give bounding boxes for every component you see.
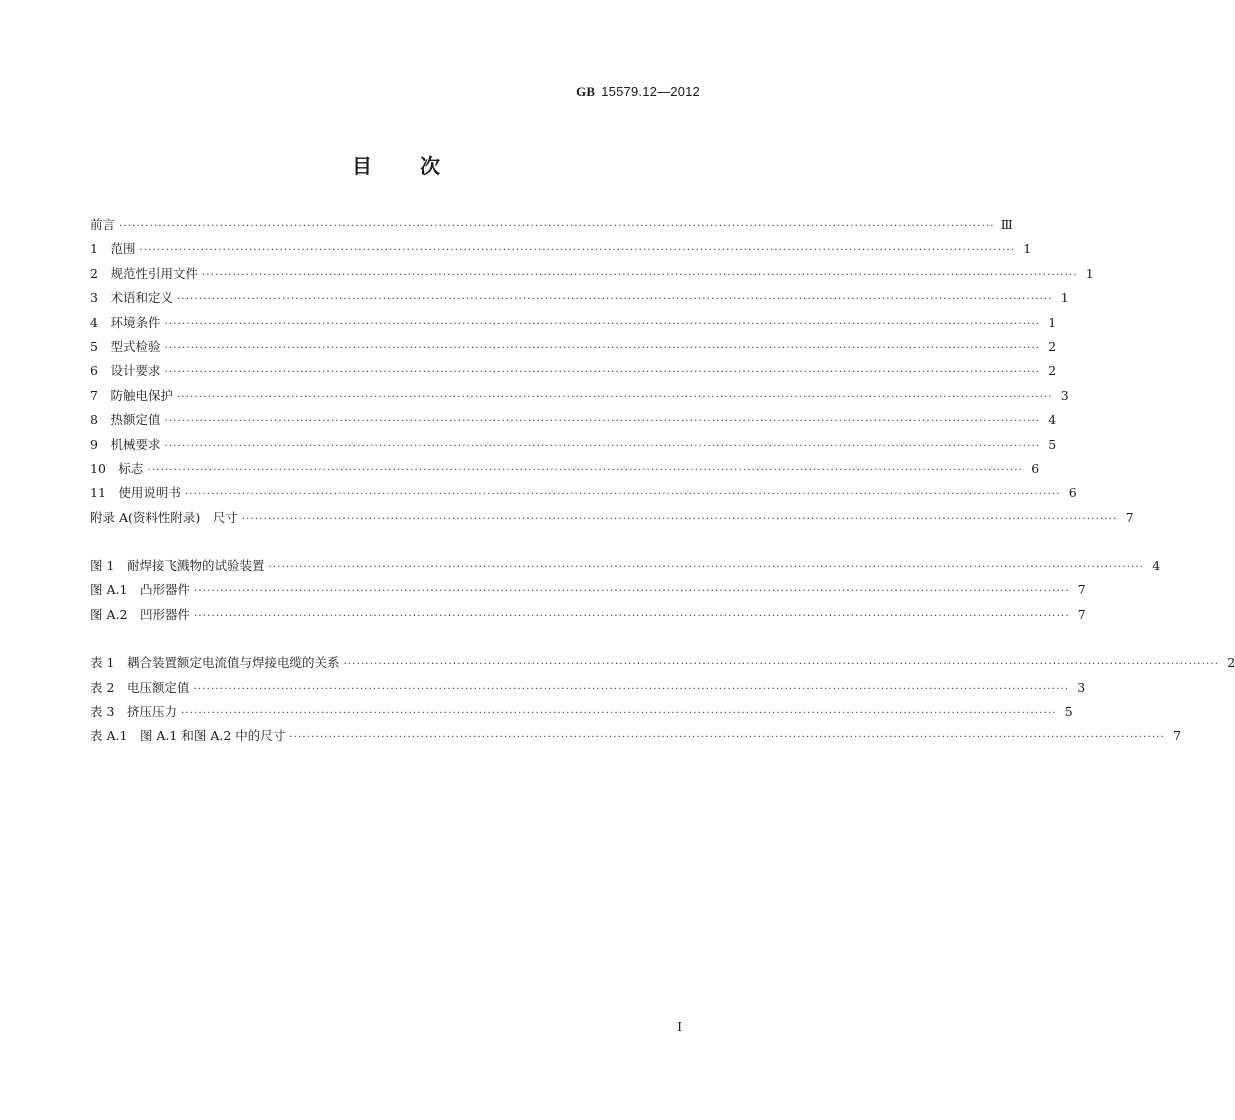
toc-entry-label: 术语和定义 bbox=[110, 290, 173, 306]
toc-table-entry[interactable] bbox=[90, 726, 1182, 750]
toc-section-entry[interactable] bbox=[90, 239, 1032, 263]
toc-entry-number: 表 3 bbox=[90, 704, 115, 720]
toc-table-entry[interactable] bbox=[90, 678, 1086, 702]
toc-entry-number: 表 1 bbox=[90, 655, 115, 671]
toc-section-entry[interactable] bbox=[90, 288, 1069, 312]
toc-entry-number: 11 bbox=[90, 485, 106, 501]
toc-entry-page: 4 bbox=[1152, 558, 1161, 574]
toc-entry-label: 电压额定值 bbox=[126, 679, 190, 695]
toc-table-entry[interactable] bbox=[90, 702, 1073, 726]
toc-entry-number: 6 bbox=[90, 363, 98, 379]
toc-entry-page: 7 bbox=[1077, 606, 1086, 622]
toc-entry-page: 3 bbox=[1060, 387, 1069, 403]
toc-section-entry[interactable] bbox=[90, 337, 1057, 361]
toc-entry-label: 凸形器件 bbox=[139, 582, 190, 598]
toc-sections bbox=[90, 215, 1134, 532]
toc-leader-dots: ········································································································································································································ bbox=[193, 586, 1070, 598]
toc-figure-entry[interactable] bbox=[90, 605, 1086, 629]
toc-table-entry[interactable] bbox=[90, 653, 1235, 677]
toc-leader-dots: ········································································································································································································ bbox=[164, 367, 1041, 379]
toc-figures bbox=[90, 556, 1161, 629]
toc-entry-label: 规范性引用文件 bbox=[110, 265, 198, 281]
toc-entry-number: 7 bbox=[90, 387, 98, 403]
toc-leader-dots: ········································································································································································································ bbox=[119, 221, 995, 232]
toc-entry-page: 1 bbox=[1023, 241, 1032, 257]
toc-entry-number: 表 2 bbox=[90, 679, 115, 695]
toc-leader-dots: ········································································································································································································ bbox=[289, 732, 1166, 744]
toc-entry-number: 表 A.1 bbox=[90, 728, 128, 744]
toc-entry-label: 使用说明书 bbox=[118, 485, 181, 501]
toc-entry-label: 耦合装置额定电流值与焊接电缆的关系 bbox=[126, 655, 340, 671]
toc-entry-number: 图 1 bbox=[90, 558, 115, 574]
toc-entry-label: 范围 bbox=[110, 241, 136, 257]
toc-section-entry[interactable] bbox=[90, 386, 1069, 410]
toc-entry-page: Ⅲ bbox=[1000, 217, 1013, 232]
toc-entry-label: 环境条件 bbox=[110, 314, 161, 330]
toc-entry-label: 标志 bbox=[118, 460, 144, 476]
toc-entry-number: 10 bbox=[90, 460, 106, 476]
toc-entry-page: 1 bbox=[1060, 290, 1069, 306]
toc-entry-page: 7 bbox=[1125, 509, 1134, 525]
toc-entry-label: 凹形器件 bbox=[139, 606, 190, 622]
toc-leader-dots: ········································································································································································································ bbox=[180, 708, 1057, 720]
standard-number: 15579.12—2012 bbox=[601, 84, 700, 99]
toc-entry-page: 4 bbox=[1048, 412, 1057, 428]
toc-entry-page: 2 bbox=[1227, 655, 1235, 671]
toc-entry-label: 耐焊接飞溅物的试验装置 bbox=[126, 558, 265, 574]
toc-leader-dots: ········································································································································································································ bbox=[241, 513, 1118, 525]
toc-section-entry[interactable] bbox=[90, 410, 1057, 434]
toc-leader-dots: ········································································································································································································ bbox=[343, 659, 1220, 671]
toc-section-entry[interactable] bbox=[90, 313, 1057, 337]
toc-leader-dots: ········································································································································································································ bbox=[176, 391, 1053, 403]
toc-entry-label: 型式检验 bbox=[110, 338, 161, 354]
toc-section-entry[interactable] bbox=[90, 459, 1040, 483]
toc-entry-number: 4 bbox=[90, 314, 98, 330]
toc-entry-page: 1 bbox=[1085, 265, 1094, 281]
standard-prefix: GB bbox=[576, 84, 596, 99]
toc-section-entry[interactable] bbox=[90, 215, 1013, 239]
toc-section-entry[interactable] bbox=[90, 483, 1077, 507]
toc-section-entry[interactable] bbox=[90, 435, 1057, 459]
toc-title bbox=[0, 150, 792, 179]
toc-entry-label: 图 A.1 和图 A.2 中的尺寸 bbox=[139, 728, 286, 744]
toc-leader-dots: ········································································································································································································ bbox=[193, 610, 1070, 622]
toc-entry-number: 9 bbox=[90, 436, 98, 452]
toc-entry-label: 热额定值 bbox=[110, 412, 161, 428]
toc-entry-label: 附录 A(资料性附录) 尺寸 bbox=[90, 509, 238, 525]
toc-leader-dots: ········································································································································································································ bbox=[164, 318, 1041, 330]
toc-entry-number: 8 bbox=[90, 412, 98, 428]
toc-leader-dots: ········································································································································································································ bbox=[164, 440, 1041, 452]
toc-entry-label: 前言 bbox=[90, 217, 116, 232]
toc-figure-entry[interactable] bbox=[90, 556, 1161, 580]
toc-tables bbox=[90, 653, 1235, 751]
toc-entry-label: 设计要求 bbox=[110, 363, 161, 379]
toc-entry-page: 2 bbox=[1048, 338, 1057, 354]
toc-leader-dots: ········································································································································································································ bbox=[164, 416, 1041, 428]
table-of-contents bbox=[90, 215, 1235, 751]
toc-entry-page: 1 bbox=[1048, 314, 1057, 330]
toc-entry-number: 3 bbox=[90, 290, 98, 306]
toc-entry-page: 7 bbox=[1077, 582, 1086, 598]
toc-entry-number: 图 A.1 bbox=[90, 582, 128, 598]
toc-leader-dots: ········································································································································································································ bbox=[268, 562, 1145, 574]
toc-title-char-1: 目 bbox=[352, 154, 372, 178]
toc-entry-page: 5 bbox=[1064, 704, 1073, 720]
toc-section-entry[interactable] bbox=[90, 508, 1134, 532]
toc-entry-page: 2 bbox=[1048, 363, 1057, 379]
toc-leader-dots: ········································································································································································································ bbox=[193, 683, 1070, 695]
toc-section-entry[interactable] bbox=[90, 361, 1057, 385]
toc-entry-label: 防触电保护 bbox=[110, 387, 173, 403]
standard-code bbox=[576, 84, 700, 100]
toc-entry-number: 图 A.2 bbox=[90, 606, 128, 622]
toc-entry-page: 7 bbox=[1173, 728, 1182, 744]
toc-leader-dots: ········································································································································································································ bbox=[147, 464, 1024, 476]
toc-entry-page: 5 bbox=[1048, 436, 1057, 452]
toc-leader-dots: ········································································································································································································ bbox=[164, 342, 1041, 354]
toc-leader-dots: ········································································································································································································ bbox=[176, 294, 1053, 306]
toc-entry-page: 6 bbox=[1031, 460, 1040, 476]
toc-section-entry[interactable] bbox=[90, 264, 1094, 288]
page-number: I bbox=[677, 1020, 682, 1034]
toc-entry-label: 挤压压力 bbox=[126, 704, 177, 720]
toc-entry-number: 2 bbox=[90, 265, 98, 281]
toc-figure-entry[interactable] bbox=[90, 580, 1086, 604]
toc-leader-dots: ········································································································································································································ bbox=[184, 489, 1061, 501]
toc-entry-page: 3 bbox=[1077, 679, 1086, 695]
toc-title-char-2: 次 bbox=[420, 154, 440, 178]
toc-leader-dots: ········································································································································································································ bbox=[201, 269, 1078, 281]
toc-leader-dots: ········································································································································································································ bbox=[139, 245, 1016, 257]
toc-entry-page: 6 bbox=[1068, 485, 1077, 501]
toc-entry-number: 5 bbox=[90, 338, 98, 354]
toc-entry-number: 1 bbox=[90, 241, 98, 257]
toc-entry-label: 机械要求 bbox=[110, 436, 161, 452]
